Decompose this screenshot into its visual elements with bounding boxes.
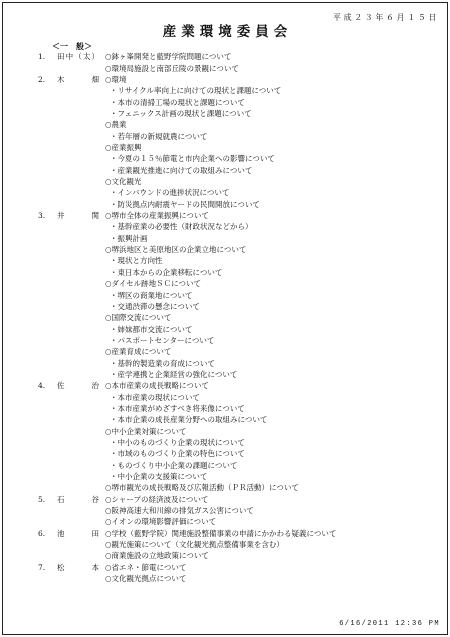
agenda-subitem: ・基幹産業の必要性（財政状況などから） [110,222,253,232]
agenda-topic: ○農業 [105,120,127,130]
agenda-subitem: ・本市の清掃工場の現状と課題について [110,97,245,107]
agenda-line [0,448,450,459]
agenda-subitem: ・基幹的製造業の育成について [110,358,215,368]
member-name: 佐 治 [57,381,99,391]
agenda-subitem: ・中小のものづくり企業の現状について [110,437,245,447]
agenda-topic: ○ダイセル跡地ＳＣについて [105,279,202,289]
agenda-line [0,278,450,289]
member-number: 6. [38,528,46,538]
agenda-subitem: ・現状と方向性 [110,256,163,266]
agenda-subitem: ・交通渋滞の懸念について [110,301,200,311]
agenda-topic: ○学校（藍野学院）関連施設整備事業の申請にかかわる疑義について [105,528,337,538]
agenda-line [0,131,450,142]
member-row [0,380,450,391]
agenda-subitem: ・本市産業の現状について [110,392,200,402]
agenda-subitem: ・若年層の新規就農について [110,131,208,141]
agenda-line [0,392,450,403]
agenda-line [0,119,450,130]
agenda-topic: ○環境局施設と南部丘陵の景観について [105,63,239,73]
agenda-subitem: ・市域のものづくり企業の特色について [110,449,245,459]
agenda-line [0,539,450,550]
agenda-line [0,153,450,164]
agenda-topic: ○文化観光拠点について [105,574,187,584]
agenda-line [0,335,450,346]
member-row [0,74,450,85]
agenda-line [0,199,450,210]
agenda-topic: ○シャープの経済波及について [105,494,209,504]
member-name: 木 畑 [57,74,99,84]
agenda-topic: ○イオンの環境影響評価について [105,517,217,527]
agenda-subitem: ・インバウンドの進捗状況について [110,188,230,198]
agenda-topic: ○本市産業の成長戦略について [105,381,209,391]
agenda-subitem: ・産学連携と企業経営の強化について [110,369,238,379]
agenda-line [0,233,450,244]
agenda-line [0,573,450,584]
agenda-topic: ○阪神高速大和川線の排気ガス公害について [105,506,254,516]
print-timestamp: 6/16/2011 12:36 PM [339,620,440,628]
document-date: 平成２３年６月１５日 [333,13,439,22]
agenda-line [0,460,450,471]
agenda-topic: ○文化観光 [105,177,142,187]
agenda-line [0,267,450,278]
agenda-topic: ○産業振興 [105,143,142,153]
agenda-subitem: ・今夏の１５％節電と市内企業への影響について [110,154,275,164]
member-number: 4. [38,381,46,391]
agenda-line [0,244,450,255]
member-number: 5. [38,494,46,504]
agenda-topic: ○国際交流について [105,313,172,323]
agenda-line [0,63,450,74]
agenda-subitem: ・フェニックス計画の現状と課題について [110,109,252,119]
member-name: 田中（太） [57,52,99,62]
agenda-topic: ○鉢ヶ峯開発と藍野学院問題について [105,52,232,62]
agenda-line [0,346,450,357]
agenda-subitem: ・姉妹都市交流について [110,324,193,334]
member-row [0,562,450,573]
agenda-topic: ○堺浜地区と美原地区の企業立地について [105,245,247,255]
agenda-line [0,482,450,493]
agenda-line [0,369,450,380]
member-number: 2. [38,74,46,84]
page-title: 産業環境委員会 [162,24,293,40]
agenda-line [0,108,450,119]
section-heading: ＜一 般＞ [52,41,92,51]
agenda-line [0,187,450,198]
member-row [0,528,450,539]
agenda-subitem: ・中小企業の支援策について [110,472,208,482]
agenda-subitem: ・ものづくり中小企業の課題について [110,460,238,470]
member-name: 石 谷 [57,494,99,504]
agenda-line [0,426,450,437]
agenda-list [0,51,450,584]
agenda-line [0,97,450,108]
agenda-line [0,414,450,425]
agenda-subitem: ・パスポートセンターについて [110,335,215,345]
agenda-line [0,550,450,561]
member-row [0,210,450,221]
agenda-line [0,142,450,153]
agenda-line [0,301,450,312]
member-number: 7. [38,562,46,572]
agenda-topic: ○中小企業対策について [105,426,187,436]
member-row [0,51,450,62]
agenda-subitem: ・防災拠点内耐震ヤードの民間開放について [110,199,260,209]
agenda-line [0,85,450,96]
agenda-line [0,437,450,448]
agenda-line [0,165,450,176]
agenda-subitem: ・本市企業の成長産業分野への取組みについて [110,415,268,425]
agenda-line [0,255,450,266]
agenda-subitem: ・本市産業がめざすべき将来像について [110,403,245,413]
agenda-line [0,176,450,187]
agenda-line [0,290,450,301]
agenda-line [0,516,450,527]
agenda-line [0,312,450,323]
agenda-topic: ○堺市全体の産業振興について [105,211,209,221]
member-row [0,494,450,505]
member-name: 池 田 [57,528,99,538]
agenda-topic: ○産業育成について [105,347,172,357]
agenda-line [0,324,450,335]
member-number: 3. [38,211,46,221]
agenda-subitem: ・東日本からの企業移転について [110,267,223,277]
member-name: 松 本 [57,562,99,572]
member-number: 1. [38,52,46,62]
agenda-line [0,221,450,232]
agenda-line [0,505,450,516]
agenda-line [0,471,450,482]
agenda-topic: ○商業施設の立地政策について [105,551,209,561]
agenda-topic: ○堺市観光の成長戦略及び広報活動（ＰＲ活動）について [105,483,299,493]
agenda-topic: ○観光施策について（文化観光拠点整備事業を含む） [105,540,284,550]
agenda-subitem: ・振興計画 [110,233,148,243]
agenda-subitem: ・リサイクル率向上に向けての現状と課題について [110,86,282,96]
member-name: 井 関 [57,211,99,221]
agenda-line [0,358,450,369]
agenda-topic: ○環境 [105,74,127,84]
agenda-subitem: ・産業観光推進に向けての取組みについて [110,165,253,175]
agenda-topic: ○省エネ・節電について [105,562,187,572]
agenda-line [0,403,450,414]
agenda-subitem: ・堺区の商業地について [110,290,193,300]
